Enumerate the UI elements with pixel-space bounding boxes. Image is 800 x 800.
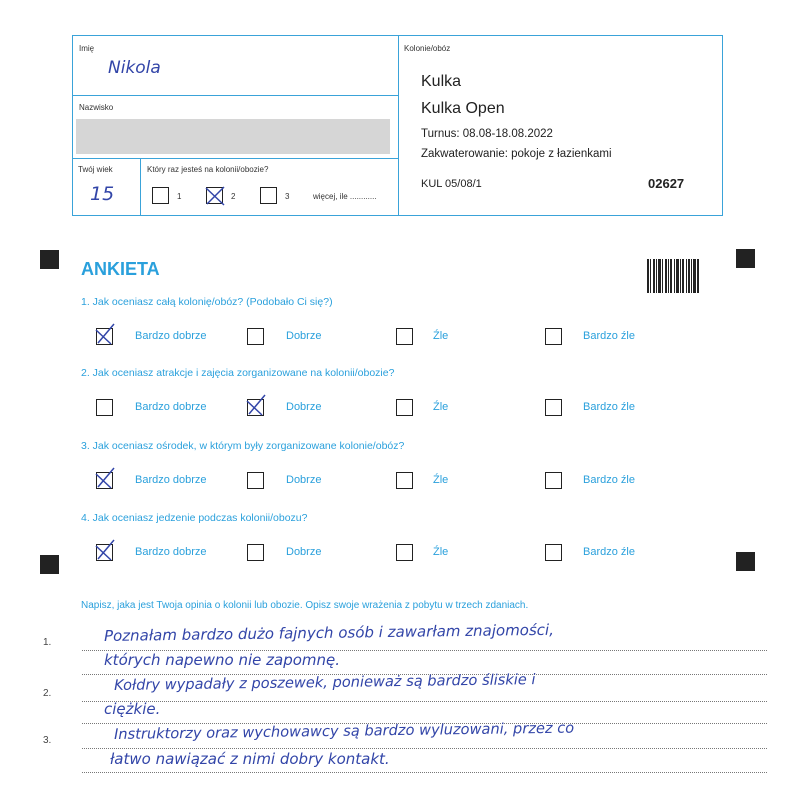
registration-mark — [40, 555, 59, 574]
rating-checkbox[interactable] — [545, 544, 562, 561]
rating-option-label: Źle — [433, 401, 449, 413]
times-label: Który raz jesteś na kolonii/obozie? — [147, 165, 269, 174]
rating-option-label: Dobrze — [286, 546, 322, 558]
opinion-line[interactable]: Instruktorzy oraz wychowawcy są bardzo wyluzowani, przez co — [113, 719, 575, 743]
barcode-icon — [647, 259, 699, 293]
opinion-line[interactable]: ciężkie. — [104, 700, 161, 718]
rating-checkbox[interactable] — [396, 328, 413, 345]
opinion-prompt: Napisz, jaka jest Twoja opinia o kolonii lub obozie. Opisz swoje wrażenia z pobytu w trzech zdaniach. — [81, 600, 529, 611]
age-value[interactable]: 15 — [90, 183, 115, 205]
check-mark-icon — [93, 466, 117, 490]
rating-option-label: Bardzo źle — [583, 546, 635, 558]
times-checkbox-3[interactable] — [260, 187, 277, 204]
question-text: 2. Jak oceniasz atrakcje i zajęcia zorganizowane na kolonii/obozie? — [81, 367, 395, 379]
question-text: 4. Jak oceniasz jedzenie podczas kolonii/obozu? — [81, 512, 308, 524]
rating-option-label: Bardzo dobrze — [135, 474, 207, 486]
line-number: 1. — [43, 637, 52, 648]
rating-checkbox[interactable] — [396, 399, 413, 416]
rating-option-label: Dobrze — [286, 474, 322, 486]
rating-option-label: Dobrze — [286, 330, 322, 342]
times-checkbox-1[interactable] — [152, 187, 169, 204]
registration-mark — [736, 249, 755, 268]
rating-option-label: Źle — [433, 546, 449, 558]
question-text: 1. Jak oceniasz całą kolonię/obóz? (Podobało Ci się?) — [81, 296, 333, 308]
check-mark-icon — [203, 184, 227, 208]
registration-mark — [40, 250, 59, 269]
opinion-line[interactable]: których napewno nie zapomnę. — [104, 651, 341, 669]
camp-label: Kolonie/obóz — [404, 44, 451, 53]
age-label: Twój wiek — [78, 165, 113, 174]
check-mark-icon — [93, 322, 117, 346]
rating-checkbox[interactable] — [545, 399, 562, 416]
rating-checkbox[interactable] — [247, 544, 264, 561]
rating-checkbox[interactable] — [247, 328, 264, 345]
turnus-label: Turnus: — [421, 128, 460, 140]
opinion-line[interactable]: Poznałam bardzo dużo fajnych osób i zawarłam znajomości, — [103, 620, 555, 645]
times-option-1: 1 — [177, 192, 182, 201]
rating-checkbox[interactable] — [247, 472, 264, 489]
rating-option-label: Źle — [433, 330, 449, 342]
rating-option-label: Bardzo źle — [583, 330, 635, 342]
rating-option-label: Dobrze — [286, 401, 322, 413]
rating-option-label: Bardzo źle — [583, 401, 635, 413]
registration-mark — [736, 552, 755, 571]
line-number: 3. — [43, 735, 52, 746]
rating-checkbox[interactable] — [396, 472, 413, 489]
times-option-3: 3 — [285, 192, 290, 201]
rating-checkbox[interactable] — [396, 544, 413, 561]
name-value[interactable]: Nikola — [108, 58, 161, 78]
camp-name: Kulka — [421, 73, 462, 90]
check-mark-icon — [244, 393, 268, 417]
form-number: 02627 — [648, 176, 685, 191]
rating-option-label: Bardzo dobrze — [135, 330, 207, 342]
opinion-line[interactable]: Kołdry wypadały z poszewek, ponieważ są bardzo śliskie i — [113, 671, 536, 694]
times-option-more: więcej, ile ............ — [313, 192, 377, 201]
camp-subname: Kulka Open — [421, 100, 505, 117]
name-label: Imię — [79, 44, 95, 53]
lodging-label: Zakwaterowanie: — [421, 148, 508, 160]
rating-checkbox[interactable] — [96, 399, 113, 416]
question-text: 3. Jak oceniasz ośrodek, w którym były zorganizowane kolonie/obóz? — [81, 440, 405, 452]
rating-checkbox[interactable] — [545, 328, 562, 345]
lodging-value: pokoje z łazienkami — [511, 148, 612, 160]
rating-option-label: Bardzo źle — [583, 474, 635, 486]
survey-title: ANKIETA — [81, 259, 160, 279]
header-divider — [398, 35, 399, 216]
check-mark-icon — [93, 538, 117, 562]
times-option-2: 2 — [231, 192, 236, 201]
rating-option-label: Bardzo dobrze — [135, 401, 207, 413]
turnus — [421, 128, 553, 140]
rating-option-label: Bardzo dobrze — [135, 546, 207, 558]
rating-checkbox[interactable] — [545, 472, 562, 489]
lodging — [421, 148, 612, 160]
camp-code: KUL 05/08/1 — [421, 178, 482, 190]
line-number: 2. — [43, 688, 52, 699]
surname-label: Nazwisko — [79, 103, 114, 112]
rating-option-label: Źle — [433, 474, 449, 486]
opinion-line[interactable]: łatwo nawiązać z nimi dobry kontakt. — [110, 750, 390, 768]
surname-redaction — [76, 119, 390, 154]
turnus-value: 08.08-18.08.2022 — [462, 128, 553, 140]
